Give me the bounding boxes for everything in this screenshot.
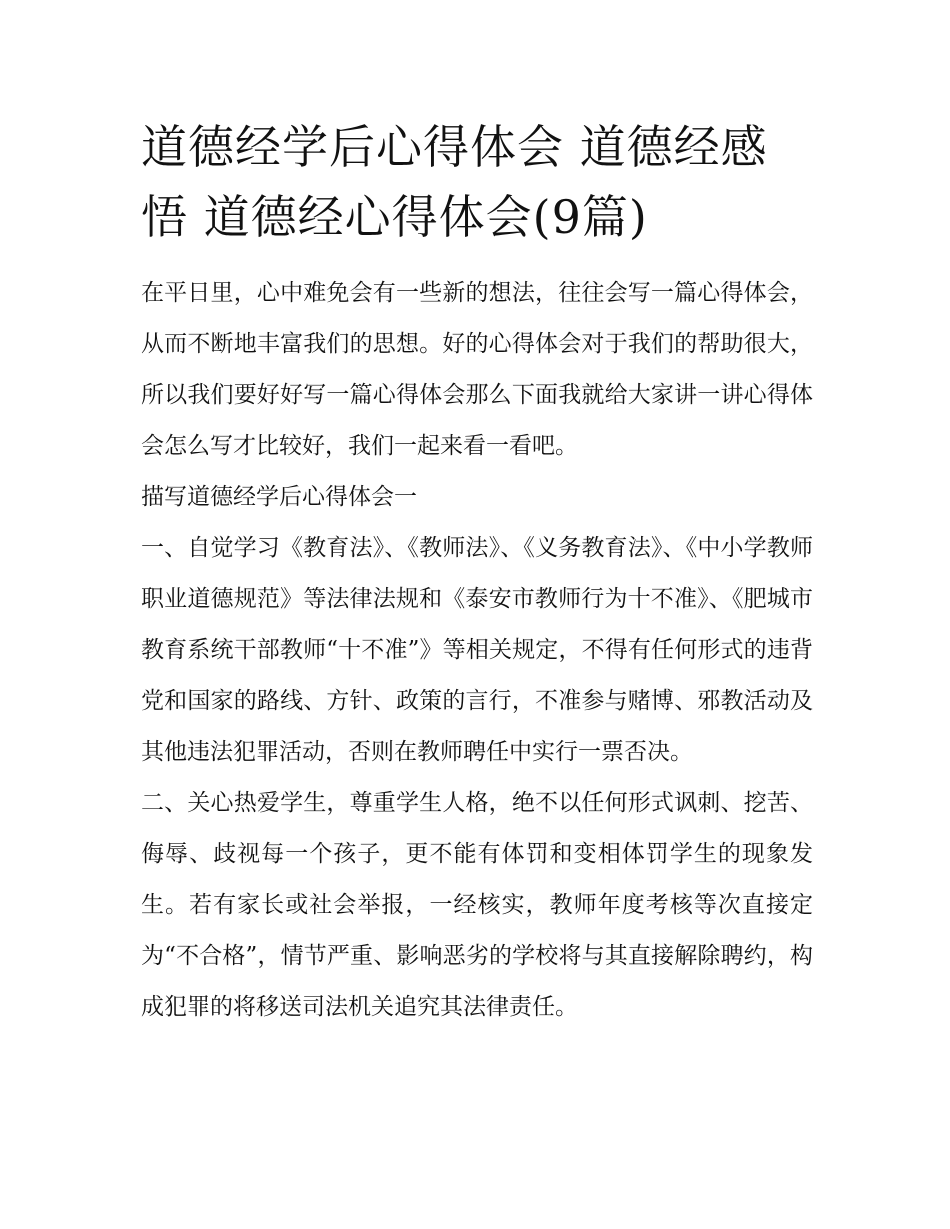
body-paragraph: 二、关心热爱学生，尊重学生人格，绝不以任何形式讽刺、挖苦、侮辱、歧视每一个孩子，更不能有体罚和变相体罚学生的现象发生。若有家长或社会举报，一经核实，教师年度考核等次直接定为“不合格”，情节严重、影响恶劣的学校将与其直接解除聘约，构成犯罪的将移送司法机关追究其法律责任。 (141, 790, 813, 1020)
document-title: 道德经学后心得体会 道德经感悟 道德经心得体会(9篇) (141, 120, 768, 244)
document-page (141, 112, 813, 1033)
section-heading: 描写道德经学后心得体会一 (141, 484, 417, 510)
document-body (141, 268, 813, 1033)
intro-paragraph: 在平日里，心中难免会有一些新的想法，往往会写一篇心得体会，从而不断地丰富我们的思想。好的心得体会对于我们的帮助很大，所以我们要好好写一篇心得体会那么下面我就给大家讲一讲心得体会怎么写才比较好，我们一起来看一看吧。 (141, 280, 813, 459)
body-paragraph: 一、自觉学习《教育法》、《教师法》、《义务教育法》、《中小学教师职业道德规范》等法律法规和《泰安市教师行为十不准》、《肥城市教育系统干部教师“十不准”》等相关规定，不得有任何形式的违背党和国家的路线、方针、政策的言行，不准参与赌博、邪教活动及其他违法犯罪活动，否则在教师聘任中实行一票否决。 (141, 535, 813, 765)
